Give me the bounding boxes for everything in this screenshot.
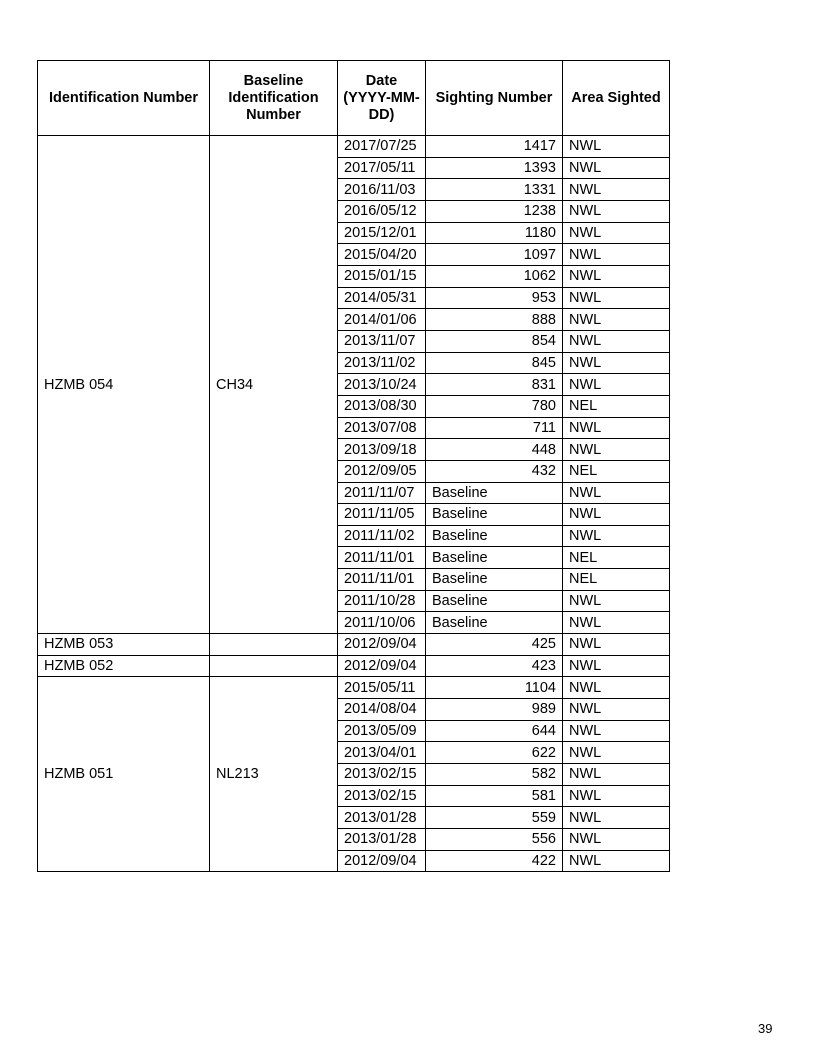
date-cell: 2012/09/04 bbox=[338, 634, 426, 656]
area-sighted-cell: NWL bbox=[563, 136, 670, 158]
area-sighted-cell: NWL bbox=[563, 330, 670, 352]
date-cell: 2013/05/09 bbox=[338, 720, 426, 742]
date-cell: 2014/05/31 bbox=[338, 287, 426, 309]
area-sighted-cell: NWL bbox=[563, 764, 670, 786]
date-cell: 2015/05/11 bbox=[338, 677, 426, 699]
area-sighted-cell: NWL bbox=[563, 157, 670, 179]
date-cell: 2011/11/05 bbox=[338, 504, 426, 526]
table-row bbox=[38, 655, 670, 677]
sighting-number-cell: 888 bbox=[426, 309, 563, 331]
header-area-sighted: Area Sighted bbox=[563, 61, 670, 136]
area-sighted-cell: NWL bbox=[563, 417, 670, 439]
date-cell: 2012/09/05 bbox=[338, 460, 426, 482]
area-sighted-cell: NWL bbox=[563, 850, 670, 872]
date-cell: 2013/01/28 bbox=[338, 829, 426, 851]
sighting-number-cell: 425 bbox=[426, 634, 563, 656]
sighting-number-cell: 1104 bbox=[426, 677, 563, 699]
date-cell: 2013/08/30 bbox=[338, 395, 426, 417]
identification-number-cell: HZMB 052 bbox=[38, 655, 210, 677]
date-cell: 2015/01/15 bbox=[338, 265, 426, 287]
sighting-table bbox=[37, 60, 670, 872]
sighting-number-cell: 559 bbox=[426, 807, 563, 829]
date-cell: 2011/10/06 bbox=[338, 612, 426, 634]
identification-number-cell: HZMB 053 bbox=[38, 634, 210, 656]
area-sighted-cell: NWL bbox=[563, 634, 670, 656]
area-sighted-cell: NWL bbox=[563, 655, 670, 677]
area-sighted-cell: NWL bbox=[563, 244, 670, 266]
area-sighted-cell: NWL bbox=[563, 807, 670, 829]
sighting-number-cell: 644 bbox=[426, 720, 563, 742]
area-sighted-cell: NWL bbox=[563, 742, 670, 764]
sighting-number-cell: Baseline bbox=[426, 590, 563, 612]
sighting-number-cell: 711 bbox=[426, 417, 563, 439]
sighting-number-cell: Baseline bbox=[426, 482, 563, 504]
date-cell: 2013/11/07 bbox=[338, 330, 426, 352]
date-cell: 2013/02/15 bbox=[338, 764, 426, 786]
sighting-number-cell: 1062 bbox=[426, 265, 563, 287]
header-date: Date (YYYY-MM-DD) bbox=[338, 61, 426, 136]
sighting-number-cell: Baseline bbox=[426, 569, 563, 591]
header-baseline-identification-number: Baseline Identification Number bbox=[210, 61, 338, 136]
area-sighted-cell: NWL bbox=[563, 829, 670, 851]
sighting-number-cell: 582 bbox=[426, 764, 563, 786]
date-cell: 2011/11/02 bbox=[338, 525, 426, 547]
sighting-number-cell: Baseline bbox=[426, 504, 563, 526]
baseline-identification-cell: CH34 bbox=[210, 136, 338, 634]
sighting-number-cell: Baseline bbox=[426, 525, 563, 547]
table-row bbox=[38, 677, 670, 699]
sighting-number-cell: 622 bbox=[426, 742, 563, 764]
date-cell: 2013/10/24 bbox=[338, 374, 426, 396]
date-cell: 2013/11/02 bbox=[338, 352, 426, 374]
date-cell: 2015/04/20 bbox=[338, 244, 426, 266]
table-body bbox=[38, 136, 670, 872]
baseline-identification-cell bbox=[210, 655, 338, 677]
area-sighted-cell: NWL bbox=[563, 525, 670, 547]
area-sighted-cell: NWL bbox=[563, 287, 670, 309]
sighting-number-cell: 1238 bbox=[426, 200, 563, 222]
sighting-number-cell: Baseline bbox=[426, 547, 563, 569]
baseline-identification-cell bbox=[210, 634, 338, 656]
area-sighted-cell: NWL bbox=[563, 374, 670, 396]
sighting-number-cell: 556 bbox=[426, 829, 563, 851]
date-cell: 2013/07/08 bbox=[338, 417, 426, 439]
area-sighted-cell: NWL bbox=[563, 179, 670, 201]
area-sighted-cell: NWL bbox=[563, 785, 670, 807]
area-sighted-cell: NEL bbox=[563, 395, 670, 417]
date-cell: 2015/12/01 bbox=[338, 222, 426, 244]
area-sighted-cell: NEL bbox=[563, 547, 670, 569]
sighting-number-cell: 581 bbox=[426, 785, 563, 807]
area-sighted-cell: NEL bbox=[563, 460, 670, 482]
area-sighted-cell: NWL bbox=[563, 677, 670, 699]
header-row bbox=[38, 61, 670, 136]
sighting-number-cell: 1097 bbox=[426, 244, 563, 266]
sighting-number-cell: 1393 bbox=[426, 157, 563, 179]
date-cell: 2012/09/04 bbox=[338, 655, 426, 677]
date-cell: 2016/05/12 bbox=[338, 200, 426, 222]
identification-number-cell: HZMB 054 bbox=[38, 136, 210, 634]
sighting-number-cell: 831 bbox=[426, 374, 563, 396]
sighting-number-cell: 854 bbox=[426, 330, 563, 352]
area-sighted-cell: NEL bbox=[563, 569, 670, 591]
date-cell: 2016/11/03 bbox=[338, 179, 426, 201]
date-cell: 2013/04/01 bbox=[338, 742, 426, 764]
table-row bbox=[38, 634, 670, 656]
area-sighted-cell: NWL bbox=[563, 222, 670, 244]
area-sighted-cell: NWL bbox=[563, 720, 670, 742]
area-sighted-cell: NWL bbox=[563, 439, 670, 461]
sighting-number-cell: 448 bbox=[426, 439, 563, 461]
baseline-identification-cell: NL213 bbox=[210, 677, 338, 872]
date-cell: 2011/11/07 bbox=[338, 482, 426, 504]
sighting-number-cell: 1331 bbox=[426, 179, 563, 201]
sighting-number-cell: 1180 bbox=[426, 222, 563, 244]
sighting-number-cell: 422 bbox=[426, 850, 563, 872]
sighting-number-cell: 953 bbox=[426, 287, 563, 309]
sighting-number-cell: 1417 bbox=[426, 136, 563, 158]
header-identification-number: Identification Number bbox=[38, 61, 210, 136]
sighting-number-cell: 845 bbox=[426, 352, 563, 374]
date-cell: 2011/11/01 bbox=[338, 547, 426, 569]
date-cell: 2013/01/28 bbox=[338, 807, 426, 829]
date-cell: 2011/10/28 bbox=[338, 590, 426, 612]
sighting-number-cell: Baseline bbox=[426, 612, 563, 634]
area-sighted-cell: NWL bbox=[563, 352, 670, 374]
date-cell: 2012/09/04 bbox=[338, 850, 426, 872]
area-sighted-cell: NWL bbox=[563, 265, 670, 287]
date-cell: 2013/02/15 bbox=[338, 785, 426, 807]
area-sighted-cell: NWL bbox=[563, 309, 670, 331]
date-cell: 2013/09/18 bbox=[338, 439, 426, 461]
area-sighted-cell: NWL bbox=[563, 482, 670, 504]
date-cell: 2017/05/11 bbox=[338, 157, 426, 179]
date-cell: 2014/01/06 bbox=[338, 309, 426, 331]
area-sighted-cell: NWL bbox=[563, 590, 670, 612]
sighting-number-cell: 432 bbox=[426, 460, 563, 482]
date-cell: 2014/08/04 bbox=[338, 699, 426, 721]
table-row bbox=[38, 136, 670, 158]
sighting-number-cell: 780 bbox=[426, 395, 563, 417]
date-cell: 2017/07/25 bbox=[338, 136, 426, 158]
page-number: 39 bbox=[758, 1021, 773, 1036]
table-header bbox=[38, 61, 670, 136]
header-sighting-number: Sighting Number bbox=[426, 61, 563, 136]
date-cell: 2011/11/01 bbox=[338, 569, 426, 591]
area-sighted-cell: NWL bbox=[563, 699, 670, 721]
identification-number-cell: HZMB 051 bbox=[38, 677, 210, 872]
area-sighted-cell: NWL bbox=[563, 612, 670, 634]
sighting-number-cell: 423 bbox=[426, 655, 563, 677]
sighting-number-cell: 989 bbox=[426, 699, 563, 721]
area-sighted-cell: NWL bbox=[563, 504, 670, 526]
area-sighted-cell: NWL bbox=[563, 200, 670, 222]
